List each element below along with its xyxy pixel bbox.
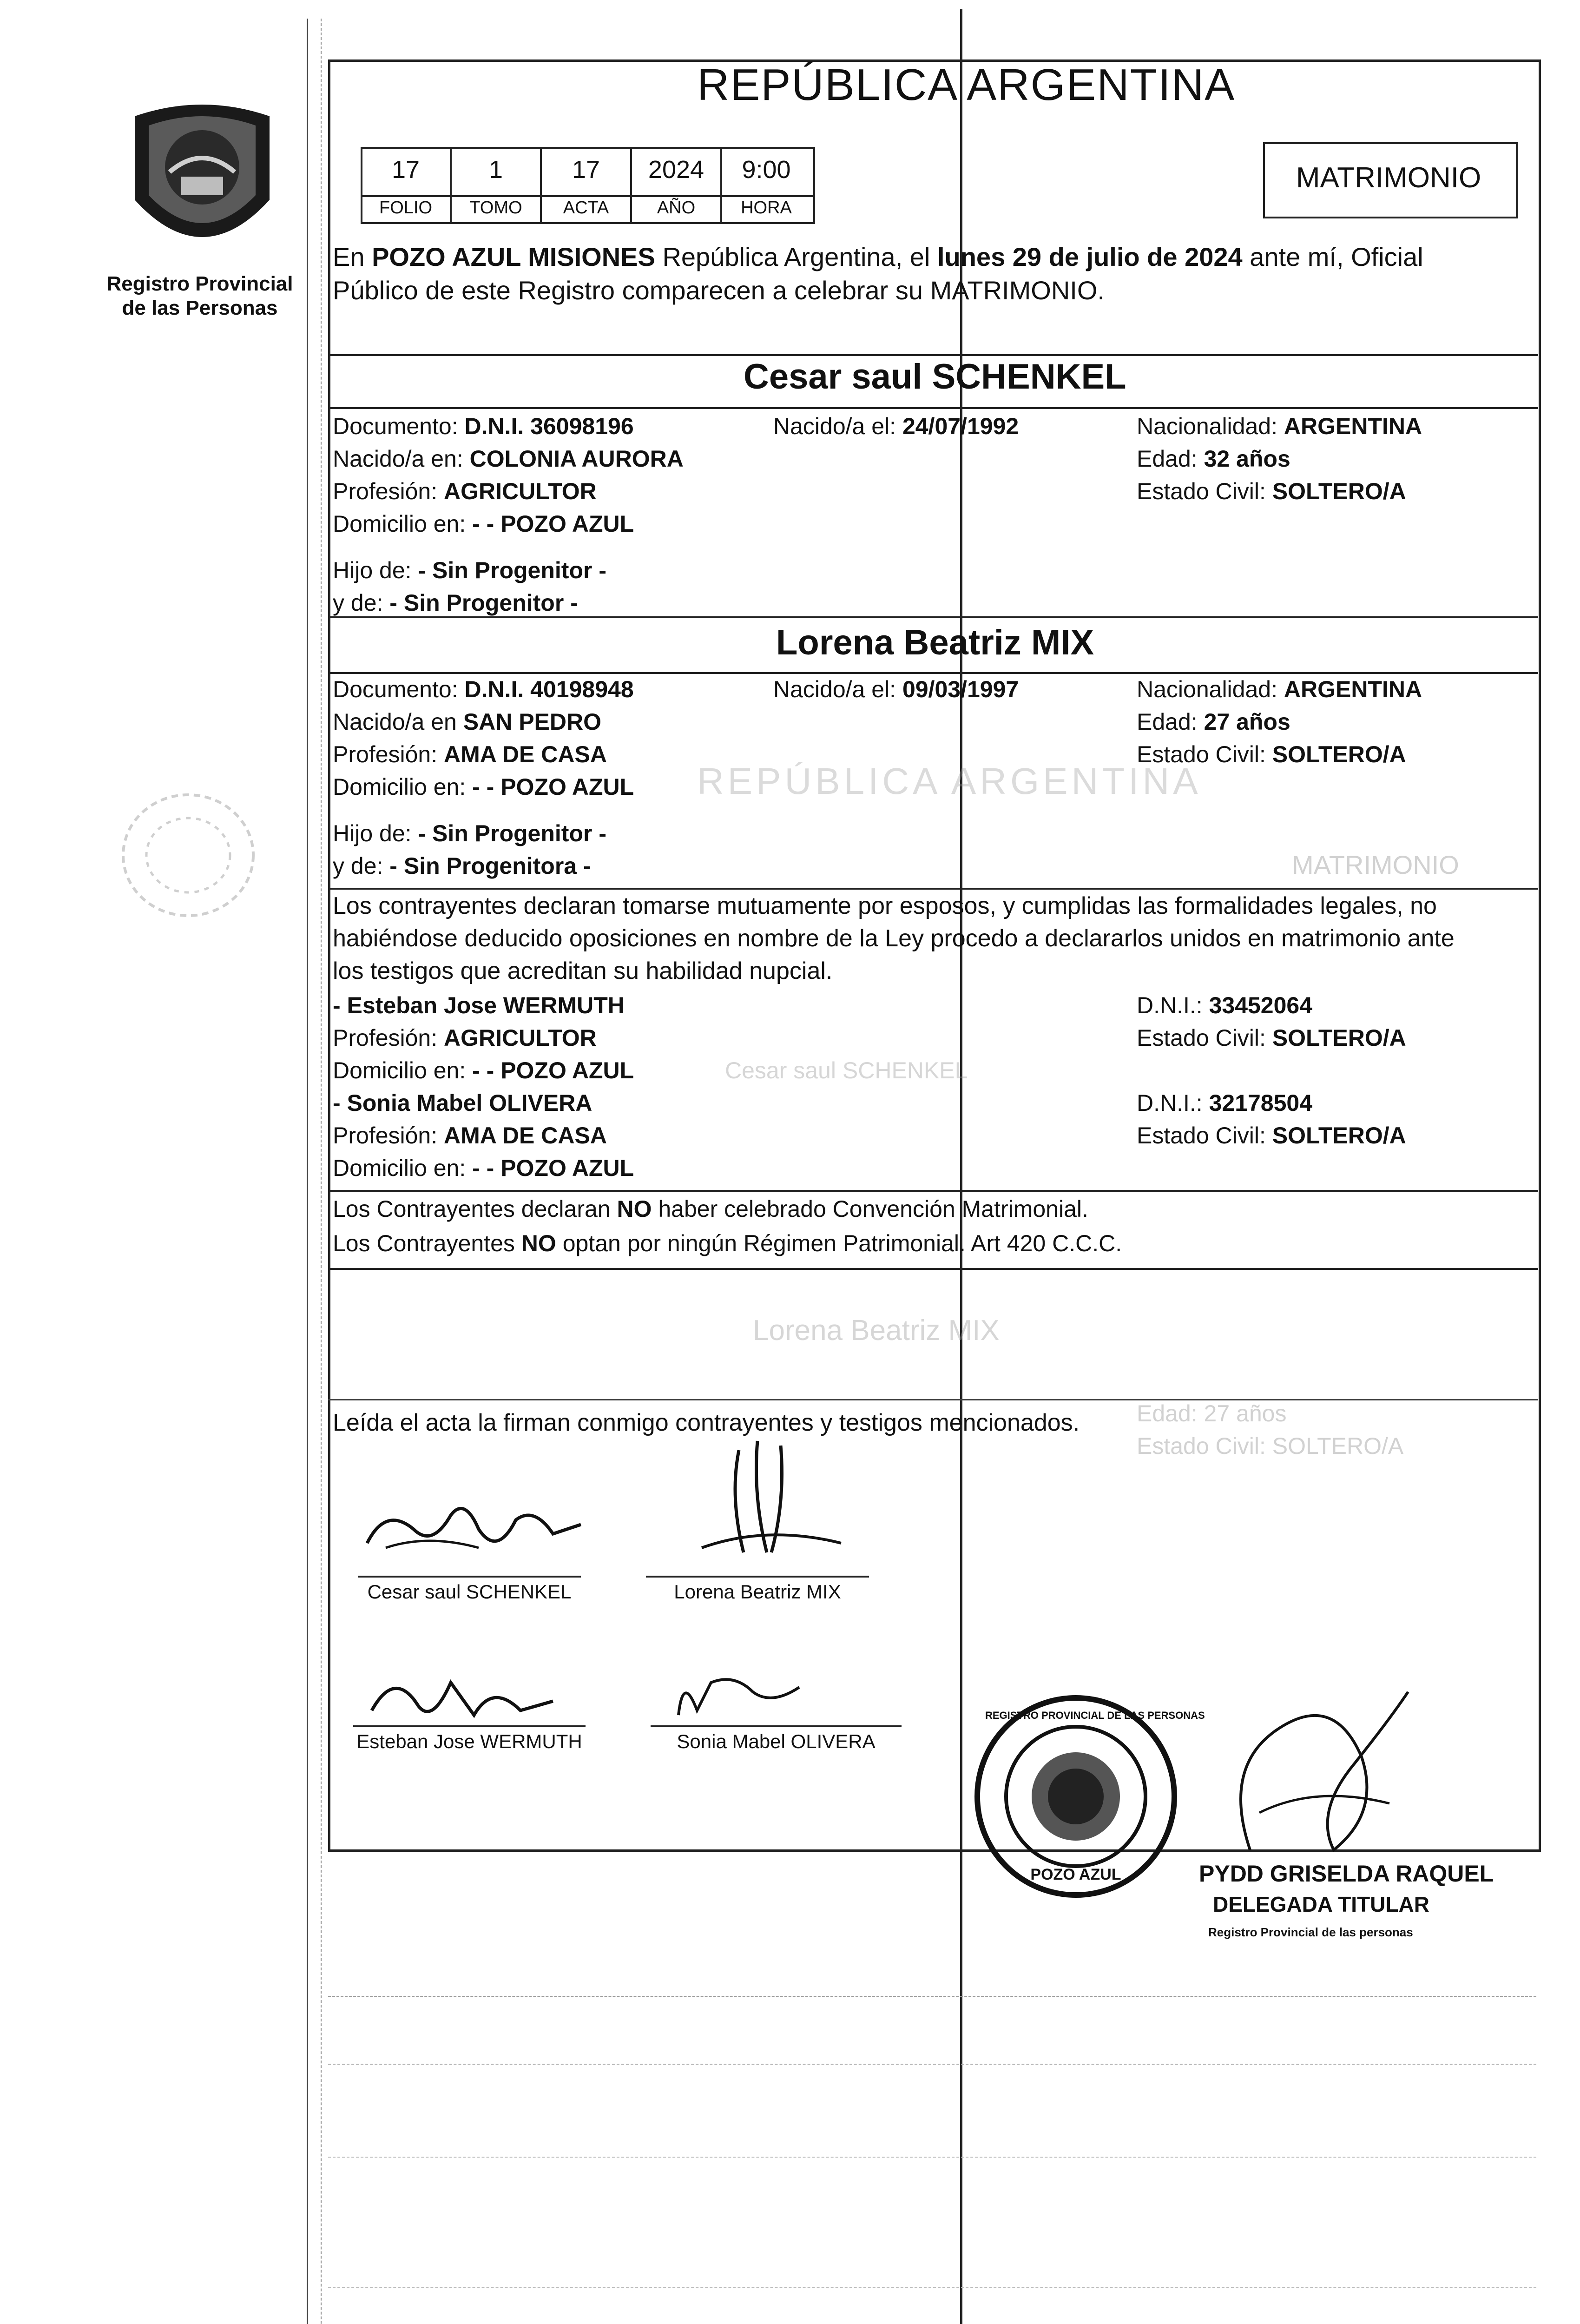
scan-line [960, 9, 962, 2324]
registry-name-line1: Registro Provincial [106, 272, 293, 295]
declaration-line1: Los contrayentes declaran tomarse mutuamente por esposos, y cumplidas las formalidades legales, no [333, 892, 1437, 919]
bride-born-date: Nacido/a el: 09/03/1997 [773, 676, 1019, 702]
witness1-name: - Esteban Jose WERMUTH [333, 992, 625, 1018]
bride-father: Hijo de: - Sin Progenitor - [333, 820, 606, 846]
ghost-age: Edad: 27 años [1137, 1400, 1287, 1426]
witness2-dni: D.N.I.: 32178504 [1137, 1090, 1313, 1116]
witness1-dni: D.N.I.: 33452064 [1137, 992, 1313, 1018]
bride-born-place: Nacido/a en SAN PEDRO [333, 709, 602, 735]
ghost-act-type: MATRIMONIO [1292, 850, 1459, 879]
hora-value: 9:00 [742, 156, 791, 184]
groom-civil: Estado Civil: SOLTERO/A [1137, 478, 1406, 504]
declaration-line3: los testigos que acreditan su habilidad nupcial. [333, 957, 833, 984]
groom-doc: Documento: D.N.I. 36098196 [333, 413, 634, 439]
witness2-signature-label: Sonia Mabel OLIVERA [677, 1730, 876, 1752]
witness2-signature [669, 1664, 809, 1729]
bride-mother: y de: - Sin Progenitora - [333, 853, 591, 879]
groom-dom: Domicilio en: - - POZO AZUL [333, 511, 634, 537]
seal-center-text: POZO AZUL [1030, 1866, 1121, 1883]
groom-born-date: Nacido/a el: 24/07/1992 [773, 413, 1019, 439]
country-title: REPÚBLICA ARGENTINA [697, 60, 1236, 110]
witness1-civil: Estado Civil: SOLTERO/A [1137, 1025, 1406, 1051]
folio-label: FOLIO [379, 198, 433, 218]
tomo-label: TOMO [469, 198, 522, 218]
witness2-dom: Domicilio en: - - POZO AZUL [333, 1155, 634, 1181]
acta-label: ACTA [563, 198, 609, 218]
groom-prof: Profesión: AGRICULTOR [333, 478, 597, 504]
official-signature [1194, 1673, 1436, 1868]
bride-nat: Nacionalidad: ARGENTINA [1137, 676, 1422, 702]
tomo-value: 1 [488, 156, 503, 184]
anio-label: AÑO [657, 198, 696, 218]
groom-father: Hijo de: - Sin Progenitor - [333, 557, 606, 583]
seal-ring-text: REGISTRO PROVINCIAL DE LAS PERSONAS [985, 1710, 1205, 1721]
intro-line2: Público de este Registro comparecen a celebrar su MATRIMONIO. [333, 276, 1105, 305]
margin-line-2 [321, 19, 322, 2324]
declaration-line2: habiéndose deducido oposiciones en nombre de la Ley procedo a declararlos unidos en matrimonio ante [333, 925, 1455, 952]
groom-born-place: Nacido/a en: COLONIA AURORA [333, 446, 684, 472]
registry-name-line2: de las Personas [122, 297, 278, 319]
ghost-country: REPÚBLICA ARGENTINA [697, 760, 1202, 802]
witness2-name: - Sonia Mabel OLIVERA [333, 1090, 592, 1116]
ghost-bride-name: Lorena Beatriz MIX [753, 1314, 1000, 1347]
ghost-logo [107, 790, 270, 930]
intro-place: POZO AZUL MISIONES [372, 242, 655, 271]
hora-label: HORA [741, 198, 792, 218]
witness1-signature [353, 1655, 567, 1734]
bride-signature-label: Lorena Beatriz MIX [674, 1581, 841, 1603]
groom-age: Edad: 32 años [1137, 446, 1290, 472]
official-office: Registro Provincial de las personas [1208, 1925, 1413, 1939]
bride-name: Lorena Beatriz MIX [776, 623, 1094, 662]
closing-text: Leída el acta la firman conmigo contrayentes y testigos mencionados. [333, 1409, 1080, 1436]
folio-value: 17 [391, 156, 420, 184]
bride-signature [674, 1432, 869, 1571]
ghost-groom-name: Cesar saul SCHENKEL [725, 1057, 968, 1083]
witness1-signature-label: Esteban Jose WERMUTH [356, 1730, 582, 1752]
acta-value: 17 [572, 156, 600, 184]
bride-doc: Documento: D.N.I. 40198948 [333, 676, 634, 702]
official-name: PYDD GRISELDA RAQUEL [1199, 1861, 1494, 1887]
groom-nat: Nacionalidad: ARGENTINA [1137, 413, 1422, 439]
groom-signature [358, 1487, 590, 1566]
groom-name: Cesar saul SCHENKEL [744, 357, 1126, 396]
intro-date: lunes 29 de julio de 2024 [937, 242, 1243, 271]
witness1-prof: Profesión: AGRICULTOR [333, 1025, 597, 1051]
groom-mother: y de: - Sin Progenitor - [333, 590, 578, 616]
groom-signature-label: Cesar saul SCHENKEL [367, 1581, 572, 1603]
registry-logo [125, 98, 279, 270]
bride-dom: Domicilio en: - - POZO AZUL [333, 774, 634, 800]
act-type: MATRIMONIO [1296, 162, 1481, 194]
witness1-dom: Domicilio en: - - POZO AZUL [333, 1057, 634, 1083]
official-role: DELEGADA TITULAR [1213, 1892, 1429, 1916]
bride-civil: Estado Civil: SOLTERO/A [1137, 741, 1406, 767]
bride-prof: Profesión: AMA DE CASA [333, 741, 607, 767]
witness2-civil: Estado Civil: SOLTERO/A [1137, 1122, 1406, 1149]
witness2-prof: Profesión: AMA DE CASA [333, 1122, 607, 1149]
regime-line1: Los Contrayentes declaran NO haber celebrado Convención Matrimonial. [333, 1196, 1088, 1222]
intro-line1: En POZO AZUL MISIONES República Argentina, el lunes 29 de julio de 2024 ante mí, Oficial [333, 242, 1423, 271]
bride-age: Edad: 27 años [1137, 709, 1290, 735]
ghost-civil: Estado Civil: SOLTERO/A [1137, 1433, 1404, 1459]
margin-line [307, 19, 308, 2324]
regime-line2: Los Contrayentes NO optan por ningún Régimen Patrimonial. Art 420 C.C.C. [333, 1230, 1122, 1256]
anio-value: 2024 [648, 156, 704, 184]
